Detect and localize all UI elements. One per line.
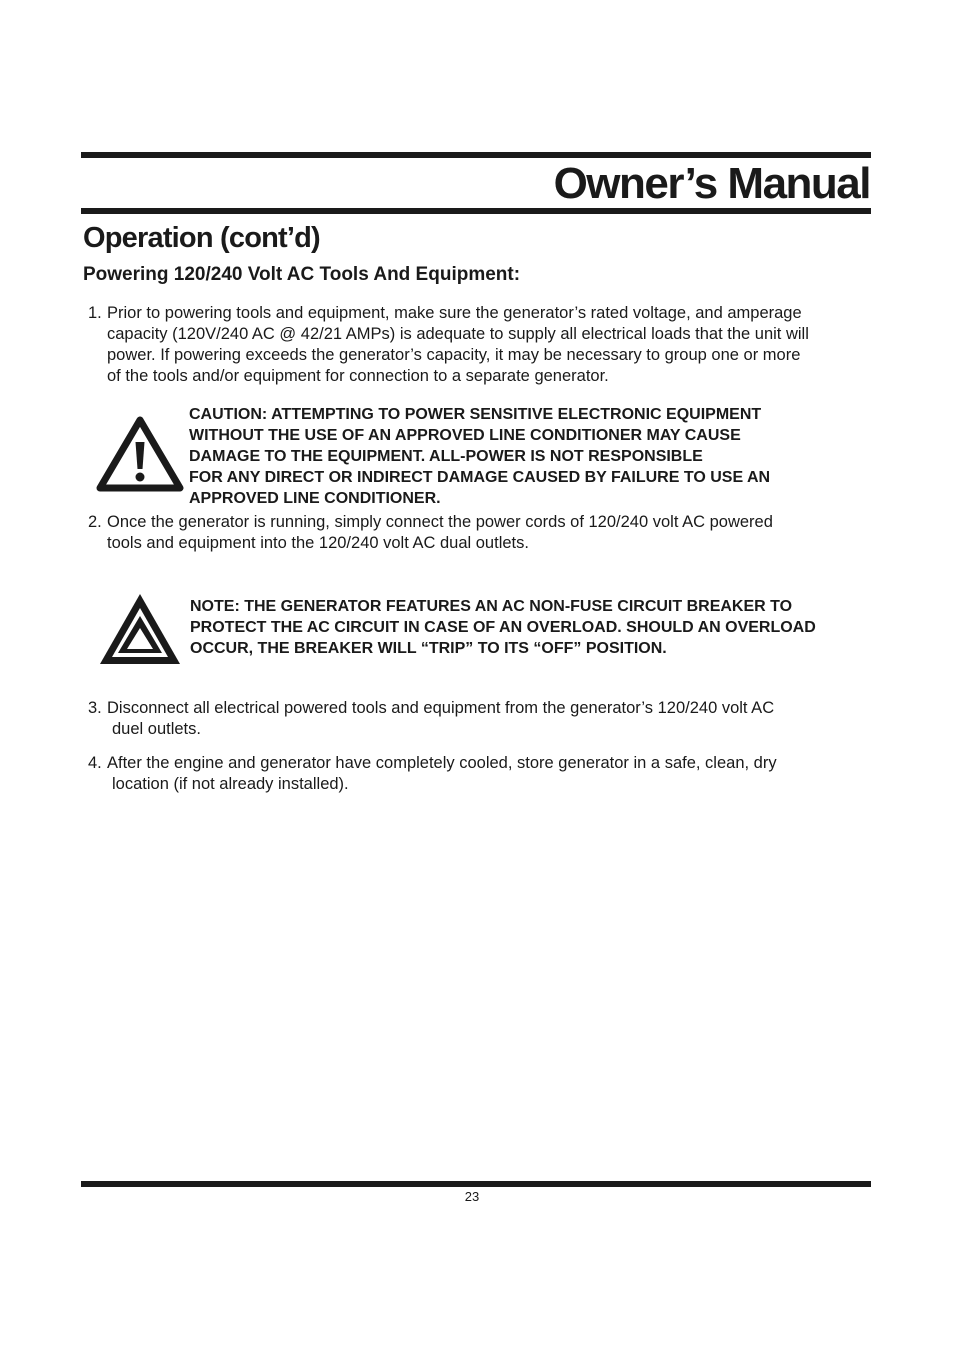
step-line: Once the generator is running, simply connect the power cords of 120/240 volt AC powered	[107, 513, 773, 531]
step-number: 4.	[88, 754, 102, 772]
document-title: Owner’s Manual	[553, 159, 870, 208]
step-3	[88, 698, 888, 740]
header-bottom-rule	[81, 208, 871, 214]
caution-line: WITHOUT THE USE OF AN APPROVED LINE CONDITIONER MAY CAUSE	[189, 427, 741, 444]
step-2	[88, 512, 888, 554]
note-line: OCCUR, THE BREAKER WILL “TRIP” TO ITS “OFF” POSITION.	[190, 640, 667, 657]
step-1	[88, 303, 888, 387]
step-number: 1.	[88, 304, 102, 322]
step-line: capacity (120V/240 AC @ 42/21 AMPs) is adequate to supply all electrical loads that the unit will	[107, 325, 809, 343]
caution-line: DAMAGE TO THE EQUIPMENT. ALL-POWER IS NOT RESPONSIBLE	[189, 448, 703, 465]
step-line: power. If powering exceeds the generator’s capacity, it may be necessary to group one or more	[107, 346, 801, 364]
step-line: duel outlets.	[112, 720, 201, 738]
step-line: tools and equipment into the 120/240 volt AC dual outlets.	[107, 534, 529, 552]
warning-exclamation-icon	[96, 416, 184, 492]
footer-rule	[81, 1181, 871, 1187]
step-line: Prior to powering tools and equipment, make sure the generator’s rated voltage, and amperage	[107, 304, 802, 322]
page-number: 23	[464, 1189, 480, 1204]
step-line: location (if not already installed).	[112, 775, 349, 793]
section-subheading: Powering 120/240 Volt AC Tools And Equipment:	[83, 264, 521, 285]
note-line: PROTECT THE AC CIRCUIT IN CASE OF AN OVERLOAD. SHOULD AN OVERLOAD	[190, 619, 816, 636]
caution-line: APPROVED LINE CONDITIONER.	[189, 490, 441, 507]
note-line: NOTE: THE GENERATOR FEATURES AN AC NON-FUSE CIRCUIT BREAKER TO	[190, 598, 793, 615]
caution-notice	[189, 404, 889, 509]
caution-line: CAUTION: ATTEMPTING TO POWER SENSITIVE ELECTRONIC EQUIPMENT	[189, 406, 762, 423]
step-4	[88, 753, 888, 795]
note-notice	[190, 596, 890, 659]
step-line: After the engine and generator have completely cooled, store generator in a safe, clean, dry	[107, 754, 777, 772]
step-number: 2.	[88, 513, 102, 531]
note-triangle-icon	[98, 592, 182, 666]
section-title: Operation (cont’d)	[83, 222, 320, 254]
caution-line: FOR ANY DIRECT OR INDIRECT DAMAGE CAUSED BY FAILURE TO USE AN	[189, 469, 771, 486]
step-line: Disconnect all electrical powered tools and equipment from the generator’s 120/240 volt AC	[107, 699, 775, 717]
step-number: 3.	[88, 699, 102, 717]
step-line: of the tools and/or equipment for connection to a separate generator.	[107, 367, 609, 385]
